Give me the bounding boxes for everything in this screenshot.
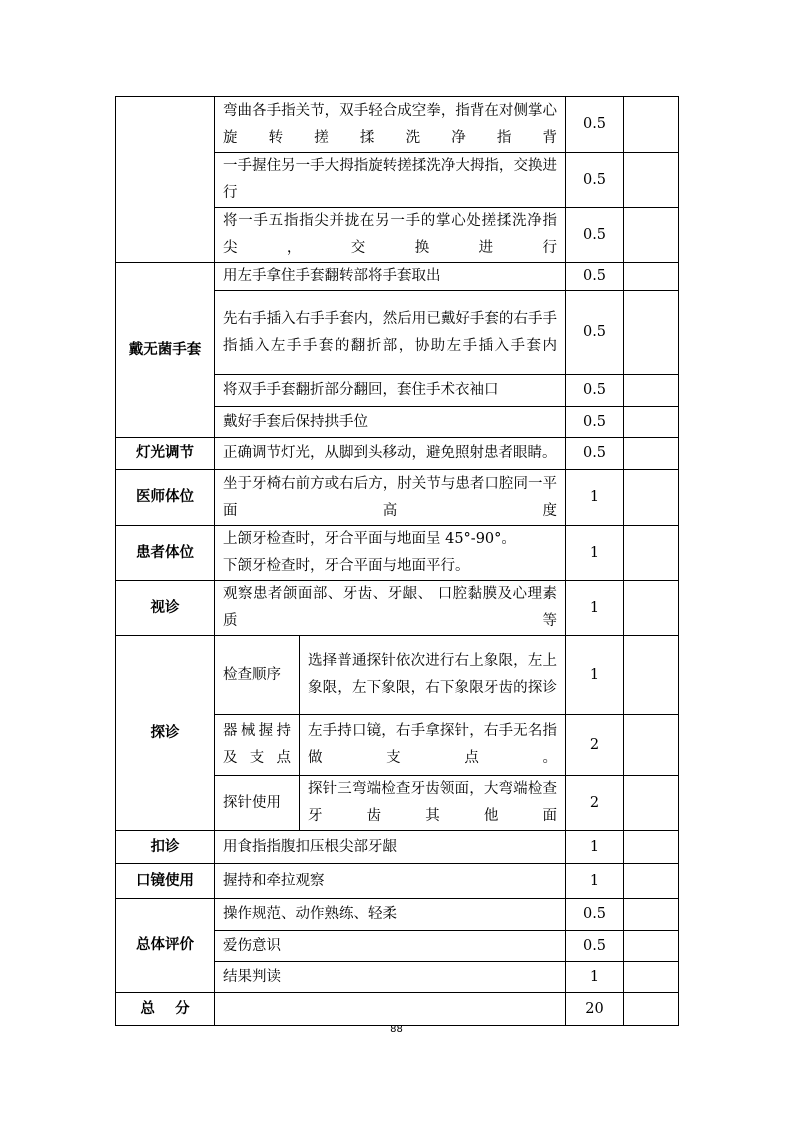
score-cell: 0.5 [566,438,624,470]
deduction-cell [624,831,679,864]
deduction-cell [624,375,679,407]
criteria-cell: 弯曲各手指关节，双手轻合成空拳，指背在对侧掌心旋转搓揉洗净指背 [215,97,566,153]
score-cell: 0.5 [566,97,624,153]
deduction-cell [624,291,679,375]
deduction-cell [624,962,679,993]
category-label-percussion: 扣诊 [116,831,215,864]
table-row [116,993,679,1026]
criteria-line: 上颌牙检查时，牙合平面与地面呈 45°-90°。 [223,531,516,547]
deduction-cell [624,899,679,931]
category-label-doctor-position: 医师体位 [116,470,215,526]
criteria-cell: 戴好手套后保持拱手位 [215,407,566,438]
deduction-cell [624,931,679,962]
table-row [116,470,679,526]
score-cell: 0.5 [566,899,624,931]
criteria-cell [215,526,566,581]
deduction-cell [624,636,679,715]
category-label-overall: 总体评价 [116,899,215,993]
table-row [116,831,679,864]
deduction-cell [624,776,679,831]
total-score: 20 [566,993,624,1026]
deduction-cell [624,263,679,291]
scoring-table [115,96,679,1026]
table-row [116,581,679,636]
total-blank-cell [215,993,566,1026]
category-label-light: 灯光调节 [116,438,215,470]
criteria-cell: 将一手五指指尖并拢在另一手的掌心处搓揉洗净指尖，交换进行 [215,208,566,263]
sub-item-cell: 探针使用 [215,776,300,831]
criteria-cell: 操作规范、动作熟练、轻柔 [215,899,566,931]
score-cell: 1 [566,636,624,715]
score-cell: 0.5 [566,153,624,208]
score-cell: 0.5 [566,263,624,291]
category-label-gloves: 戴无菌手套 [116,263,215,438]
table-row [116,526,679,581]
deduction-cell [624,97,679,153]
criteria-cell: 一手握住另一手大拇指旋转搓揉洗净大拇指，交换进行 [215,153,566,208]
criteria-cell: 先右手插入右手手套内，然后用已戴好手套的右手手指插入左手手套的翻折部，协助左手插入手套内 [215,291,566,375]
score-cell: 0.5 [566,931,624,962]
score-cell: 1 [566,831,624,864]
score-cell: 0.5 [566,291,624,375]
sub-item-cell: 检查顺序 [215,636,300,715]
score-cell: 1 [566,581,624,636]
deduction-cell [624,526,679,581]
sub-item-cell: 器械握持及支点 [215,715,300,776]
deduction-cell [624,407,679,438]
table-row [116,864,679,899]
criteria-line: 下颌牙检查时，牙合平面与地面平行。 [223,558,470,574]
deduction-cell [624,438,679,470]
criteria-cell: 爱伤意识 [215,931,566,962]
score-cell: 1 [566,962,624,993]
deduction-cell [624,153,679,208]
criteria-cell: 选择普通探针依次进行右上象限，左上象限，左下象限，右下象限牙齿的探诊 [300,636,566,715]
category-label-patient-position: 患者体位 [116,526,215,581]
score-cell: 0.5 [566,375,624,407]
score-cell: 0.5 [566,407,624,438]
score-cell: 2 [566,776,624,831]
deduction-cell [624,208,679,263]
criteria-cell: 握持和牵拉观察 [215,864,566,899]
table-row [116,438,679,470]
table-row [116,636,679,715]
score-cell: 1 [566,864,624,899]
category-label-inspection: 视诊 [116,581,215,636]
table-row [116,899,679,931]
page-number: 88 [390,1024,403,1035]
score-cell: 1 [566,526,624,581]
score-cell: 2 [566,715,624,776]
criteria-cell: 结果判读 [215,962,566,993]
criteria-cell: 将双手手套翻折部分翻回，套住手术衣袖口 [215,375,566,407]
criteria-cell: 正确调节灯光，从脚到头移动，避免照射患者眼睛。 [215,438,566,470]
criteria-cell: 用食指指腹扣压根尖部牙龈 [215,831,566,864]
deduction-cell [624,993,679,1026]
criteria-cell: 左手持口镜，右手拿探针，右手无名指做支点。 [300,715,566,776]
criteria-cell: 坐于牙椅右前方或右后方，肘关节与患者口腔同一平面高度 [215,470,566,526]
category-label-mirror: 口镜使用 [116,864,215,899]
category-label-probing: 探诊 [116,636,215,831]
score-cell: 1 [566,470,624,526]
deduction-cell [624,715,679,776]
deduction-cell [624,864,679,899]
criteria-cell: 用左手拿住手套翻转部将手套取出 [215,263,566,291]
total-label: 总 分 [116,993,215,1026]
category-cell-handwash [116,97,215,263]
table-row [116,263,679,291]
deduction-cell [624,470,679,526]
criteria-cell: 探针三弯端检查牙齿领面，大弯端检查牙齿其他面 [300,776,566,831]
table-row [116,97,679,153]
score-cell: 0.5 [566,208,624,263]
deduction-cell [624,581,679,636]
criteria-cell: 观察患者颌面部、牙齿、牙龈、 口腔黏膜及心理素质等 [215,581,566,636]
